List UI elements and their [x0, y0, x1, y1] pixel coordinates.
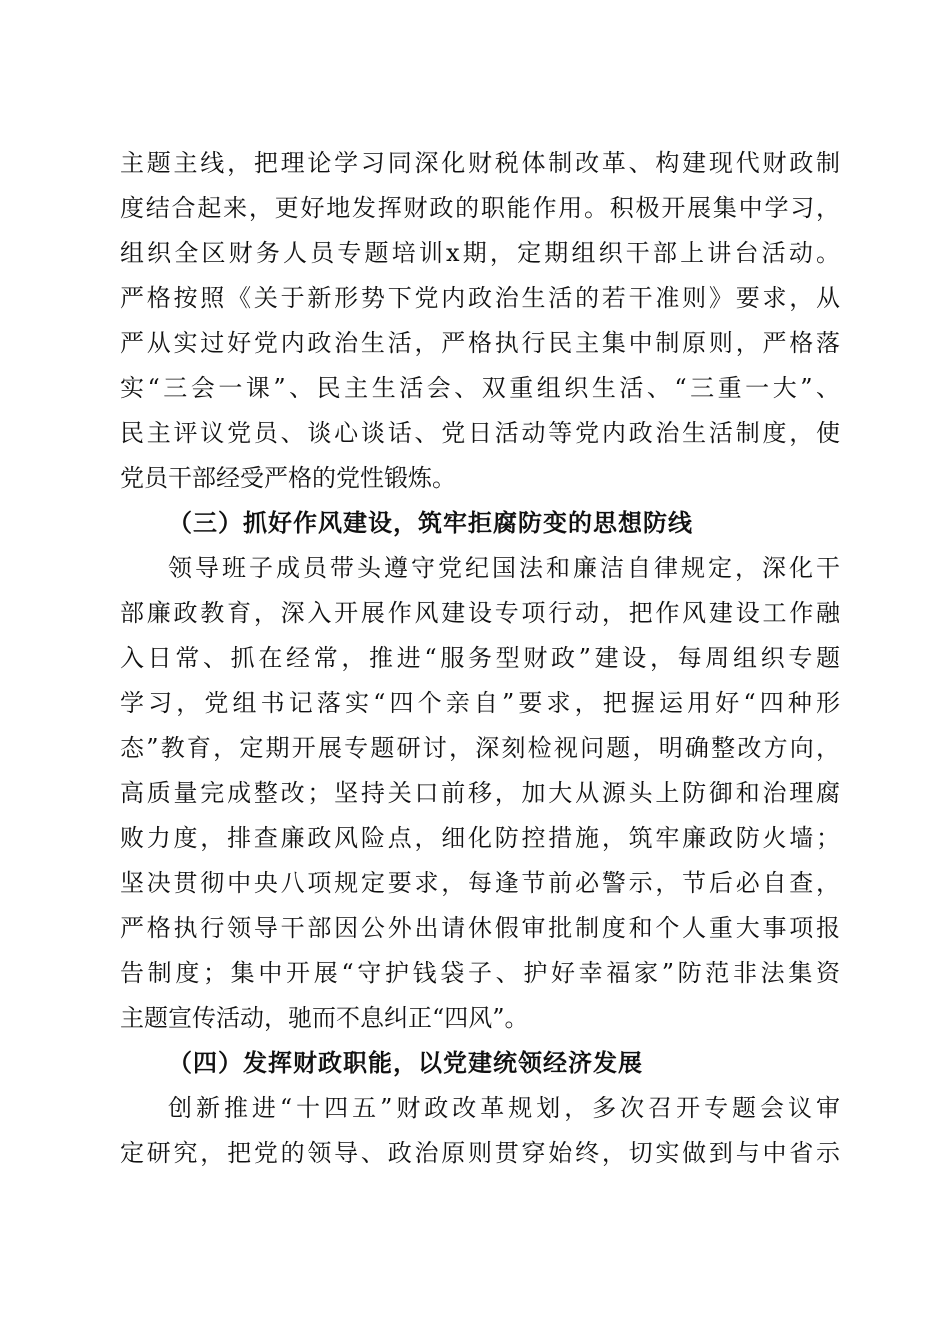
paragraph-1-line-2: 度结合起来，更好地发挥财政的职能作用。积极开展集中学习，	[120, 194, 840, 222]
paragraph-2-line-3: 入日常、抓在经常，推进“服务型财政”建设，每周组织专题	[120, 644, 840, 672]
paragraph-1-line-3: 组织全区财务人员专题培训x期，定期组织干部上讲台活动。	[120, 239, 840, 267]
paragraph-1-line-4: 严格按照《关于新形势下党内政治生活的若干准则》要求，从	[120, 284, 840, 312]
paragraph-3-line-2: 定研究，把党的领导、政治原则贯穿始终，切实做到与中省示	[120, 1139, 840, 1167]
paragraph-2-line-6: 高质量完成整改；坚持关口前移，加大从源头上防御和治理腐	[120, 779, 840, 807]
paragraph-2-line-9: 严格执行领导干部因公外出请休假审批制度和个人重大事项报	[120, 914, 840, 942]
paragraph-2-line-8: 坚决贯彻中央八项规定要求，每逢节前必警示，节后必自查，	[120, 869, 840, 897]
paragraph-2-line-5: 态”教育，定期开展专题研讨，深刻检视问题，明确整改方向，	[120, 734, 840, 762]
section-heading-4: （四）发挥财政职能，以党建统领经济发展	[168, 1048, 643, 1077]
paragraph-2-line-7: 败力度，排查廉政风险点，细化防控措施，筑牢廉政防火墙；	[120, 824, 840, 852]
paragraph-1-line-1: 主题主线，把理论学习同深化财税体制改革、构建现代财政制	[120, 149, 840, 177]
paragraph-2-line-4: 学习，党组书记落实“四个亲自”要求，把握运用好“四种形	[120, 689, 840, 717]
paragraph-1-line-7: 民主评议党员、谈心谈话、党日活动等党内政治生活制度，使	[120, 419, 840, 447]
paragraph-2-line-10: 告制度；集中开展“守护钱袋子、护好幸福家”防范非法集资	[120, 959, 840, 987]
paragraph-2-line-1: 领导班子成员带头遵守党纪国法和廉洁自律规定，深化干	[168, 554, 840, 582]
paragraph-1-line-8: 党员干部经受严格的党性锻炼。	[120, 464, 456, 492]
paragraph-3-line-1: 创新推进“十四五”财政改革规划，多次召开专题会议审	[168, 1094, 840, 1122]
paragraph-1-line-6: 实“三会一课”、民主生活会、双重组织生活、“三重一大”、	[120, 374, 840, 402]
paragraph-2-line-2: 部廉政教育，深入开展作风建设专项行动，把作风建设工作融	[120, 599, 840, 627]
paragraph-1-line-5: 严从实过好党内政治生活，严格执行民主集中制原则，严格落	[120, 329, 840, 357]
section-heading-3: （三）抓好作风建设，筑牢拒腐防变的思想防线	[168, 508, 693, 537]
paragraph-2-line-11: 主题宣传活动，驰而不息纠正“四风”。	[120, 1004, 529, 1032]
